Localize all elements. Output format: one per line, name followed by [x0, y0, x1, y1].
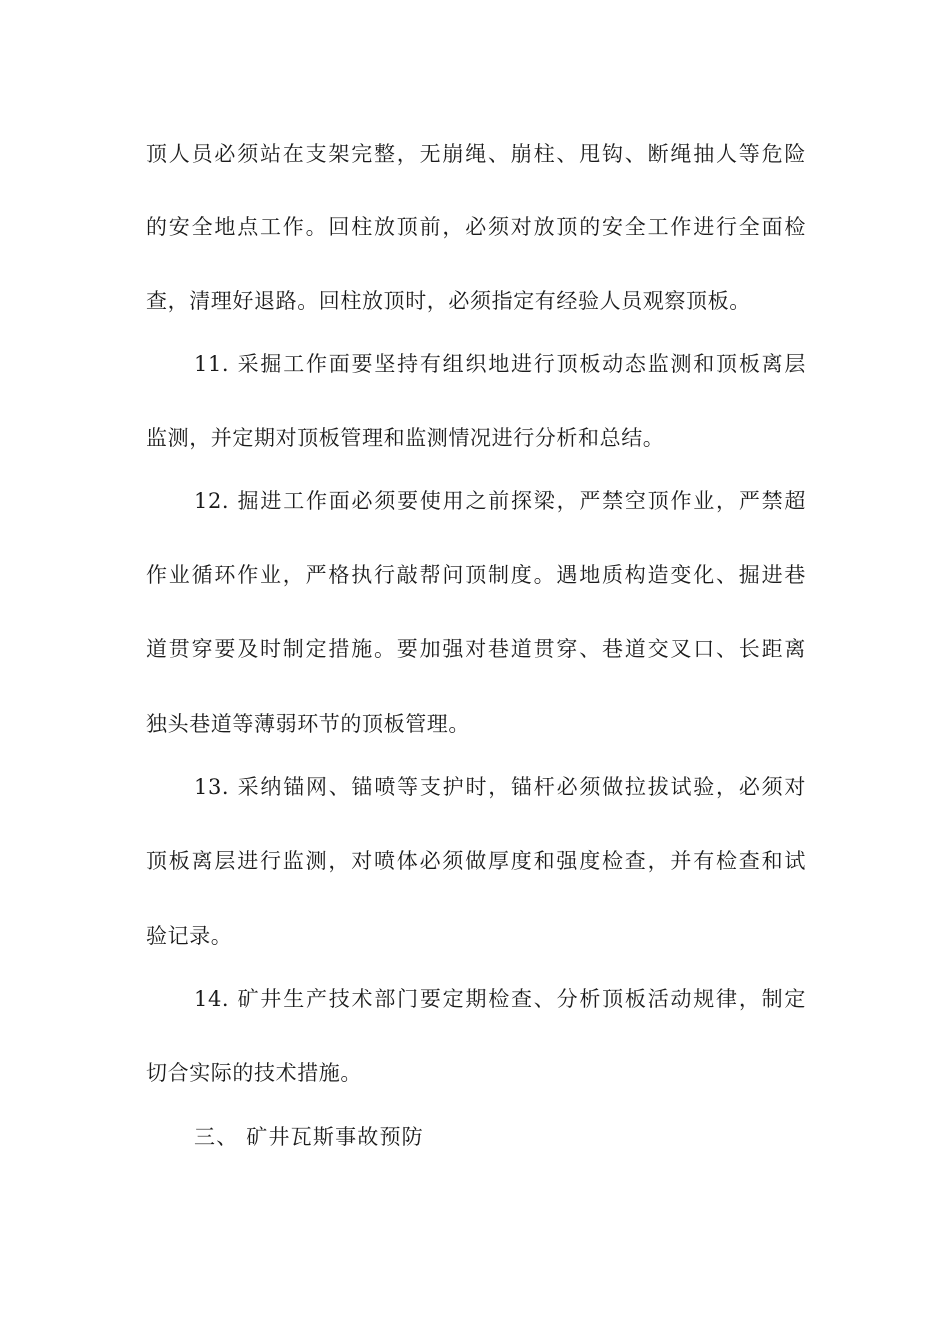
item-12-line: 12. 掘进工作面必须要使用之前探梁，严禁空顶作业，严禁超 — [194, 489, 806, 513]
item-13-line: 13. 采纳锚网、锚喷等支护时，锚杆必须做拉拔试验，必须对 — [194, 775, 806, 799]
item-11-line: 11. 采掘工作面要坚持有组织地进行顶板动态监测和顶板离层 — [194, 352, 806, 376]
paragraph-line: 顶板离层进行监测，对喷体必须做厚度和强度检查，并有检查和试 — [146, 849, 806, 873]
paragraph-line: 切合实际的技术措施。 — [146, 1061, 362, 1085]
paragraph-line: 查，清理好退路。回柱放顶时，必须指定有经验人员观察顶板。 — [146, 289, 751, 313]
paragraph-line: 监测，并定期对顶板管理和监测情况进行分析和总结。 — [146, 426, 665, 450]
paragraph-line: 独头巷道等薄弱环节的顶板管理。 — [146, 712, 470, 736]
paragraph-line: 顶人员必须站在支架完整，无崩绳、崩柱、甩钩、断绳抽人等危险 — [146, 142, 806, 166]
section-heading: 三、 矿井瓦斯事故预防 — [194, 1125, 424, 1149]
paragraph-line: 验记录。 — [146, 924, 233, 948]
paragraph-line: 作业循环作业，严格执行敲帮问顶制度。遇地质构造变化、掘进巷 — [146, 563, 806, 587]
paragraph-line: 的安全地点工作。回柱放顶前，必须对放顶的安全工作进行全面检 — [146, 215, 806, 239]
paragraph-line: 道贯穿要及时制定措施。要加强对巷道贯穿、巷道交叉口、长距离 — [146, 637, 806, 661]
item-14-line: 14. 矿井生产技术部门要定期检查、分析顶板活动规律，制定 — [194, 987, 806, 1011]
